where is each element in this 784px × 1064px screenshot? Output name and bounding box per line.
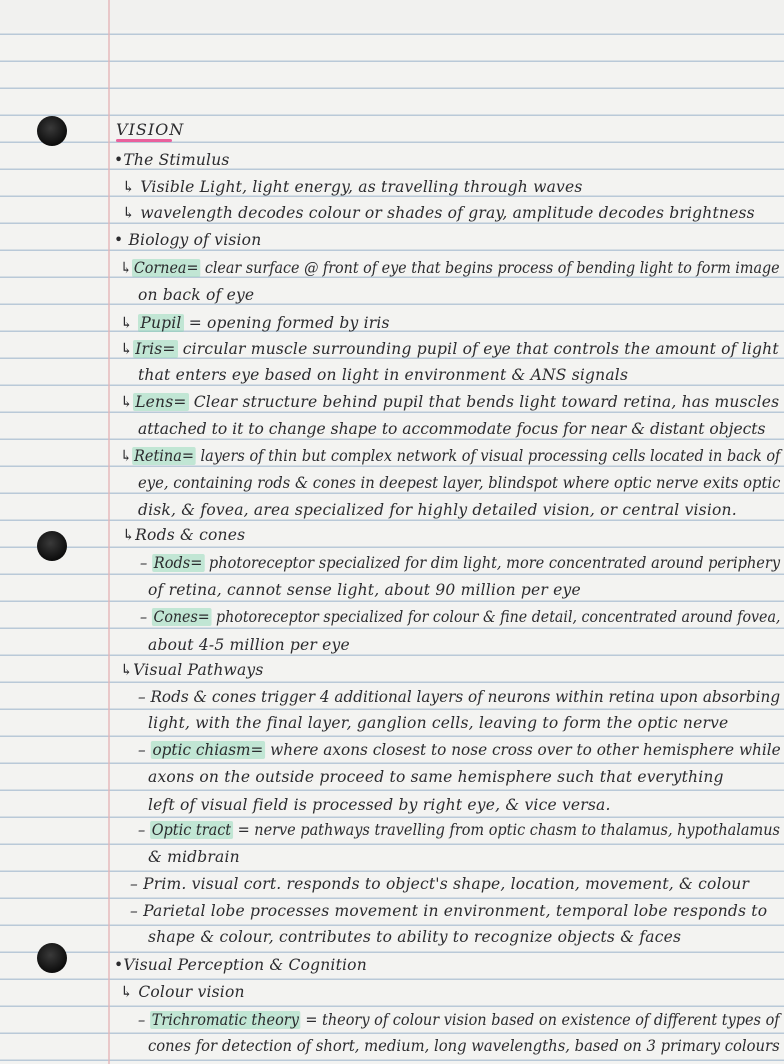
note-line: ↳ Lens= Clear structure behind pupil that bends light toward retina, has muscles [120, 393, 780, 411]
binder-hole-icon [37, 943, 67, 973]
note-line: – Prim. visual cort. responds to object's shape, location, movement, & colour [130, 875, 750, 893]
note-line: cones for detection of short, medium, long wavelengths, based on 3 primary colours [148, 1037, 780, 1055]
note-line: – optic chiasm= where axons closest to nose cross over to other hemisphere while [138, 741, 781, 759]
note-line: ↳ wavelength decodes colour or shades of gray, amplitude decodes brightness [122, 204, 755, 222]
highlighted-term: Optic tract [151, 821, 232, 839]
page-top-edge [0, 0, 784, 30]
highlighted-term: Pupil [140, 314, 182, 332]
note-line: •The Stimulus [114, 151, 230, 169]
highlighted-term: Cornea= [133, 259, 199, 277]
page-title: VISION [116, 120, 185, 139]
highlighted-term: Retina= [134, 447, 195, 465]
note-line: on back of eye [138, 286, 255, 304]
note-line: – Cones= photoreceptor specialized for colour & fine detail, concentrated around fovea, [140, 608, 781, 626]
note-line: of retina, cannot sense light, about 90 million per eye [148, 581, 581, 599]
note-line: – Trichromatic theory = theory of colour vision based on existence of different types of [138, 1011, 780, 1029]
highlighted-term: Cones= [153, 608, 210, 626]
note-line: – Rods= photoreceptor specialized for dim light, more concentrated around periphery [140, 554, 781, 572]
note-line: ↳Rods & cones [122, 526, 246, 544]
margin-line [108, 0, 110, 1064]
note-line: ↳ Cornea= clear surface @ front of eye that begins process of bending light to form image [120, 259, 780, 277]
highlighted-term: Iris= [135, 340, 176, 358]
highlighted-term: Trichromatic theory [151, 1011, 299, 1029]
note-line: ↳ Pupil = opening formed by iris [120, 314, 390, 332]
note-line: • Biology of vision [114, 231, 262, 249]
note-line: disk, & fovea, area specialized for highly detailed vision, or central vision. [138, 501, 737, 519]
note-line: – Parietal lobe processes movement in environment, temporal lobe responds to [130, 902, 768, 920]
note-line: axons on the outside proceed to same hemisphere such that everything [148, 768, 724, 786]
note-line: – Rods & cones trigger 4 additional layers of neurons within retina upon absorbing [138, 688, 781, 706]
note-line: about 4-5 million per eye [148, 636, 350, 654]
note-line: •Visual Perception & Cognition [114, 956, 367, 974]
highlighted-term: Lens= [135, 393, 187, 411]
note-line: ↳ Visible Light, light energy, as travelling through waves [122, 178, 583, 196]
note-line: attached to it to change shape to accommodate focus for near & distant objects [138, 420, 766, 438]
title-underline [116, 139, 172, 142]
note-line: ↳ Colour vision [120, 983, 245, 1001]
note-line: ↳ Retina= layers of thin but complex network of visual processing cells located in back of [120, 447, 781, 465]
note-line: light, with the final layer, ganglion cells, leaving to form the optic nerve [148, 714, 729, 732]
highlighted-term: optic chiasm= [152, 741, 264, 759]
note-line: left of visual field is processed by right eye, & vice versa. [148, 796, 611, 814]
note-line: eye, containing rods & cones in deepest layer, blindspot where optic nerve exits optic [138, 474, 781, 492]
note-line: that enters eye based on light in environment & ANS signals [138, 366, 629, 384]
note-line: ↳Visual Pathways [120, 661, 264, 679]
note-line: shape & colour, contributes to ability to recognize objects & faces [148, 928, 682, 946]
highlighted-term: Rods= [153, 554, 203, 572]
note-line: – Optic tract = nerve pathways travelling from optic chasm to thalamus, hypothalamus [138, 821, 780, 839]
binder-hole-icon [37, 531, 67, 561]
binder-hole-icon [37, 116, 67, 146]
note-line: & midbrain [148, 848, 240, 866]
note-line: ↳ Iris= circular muscle surrounding pupil of eye that controls the amount of light [120, 340, 779, 358]
